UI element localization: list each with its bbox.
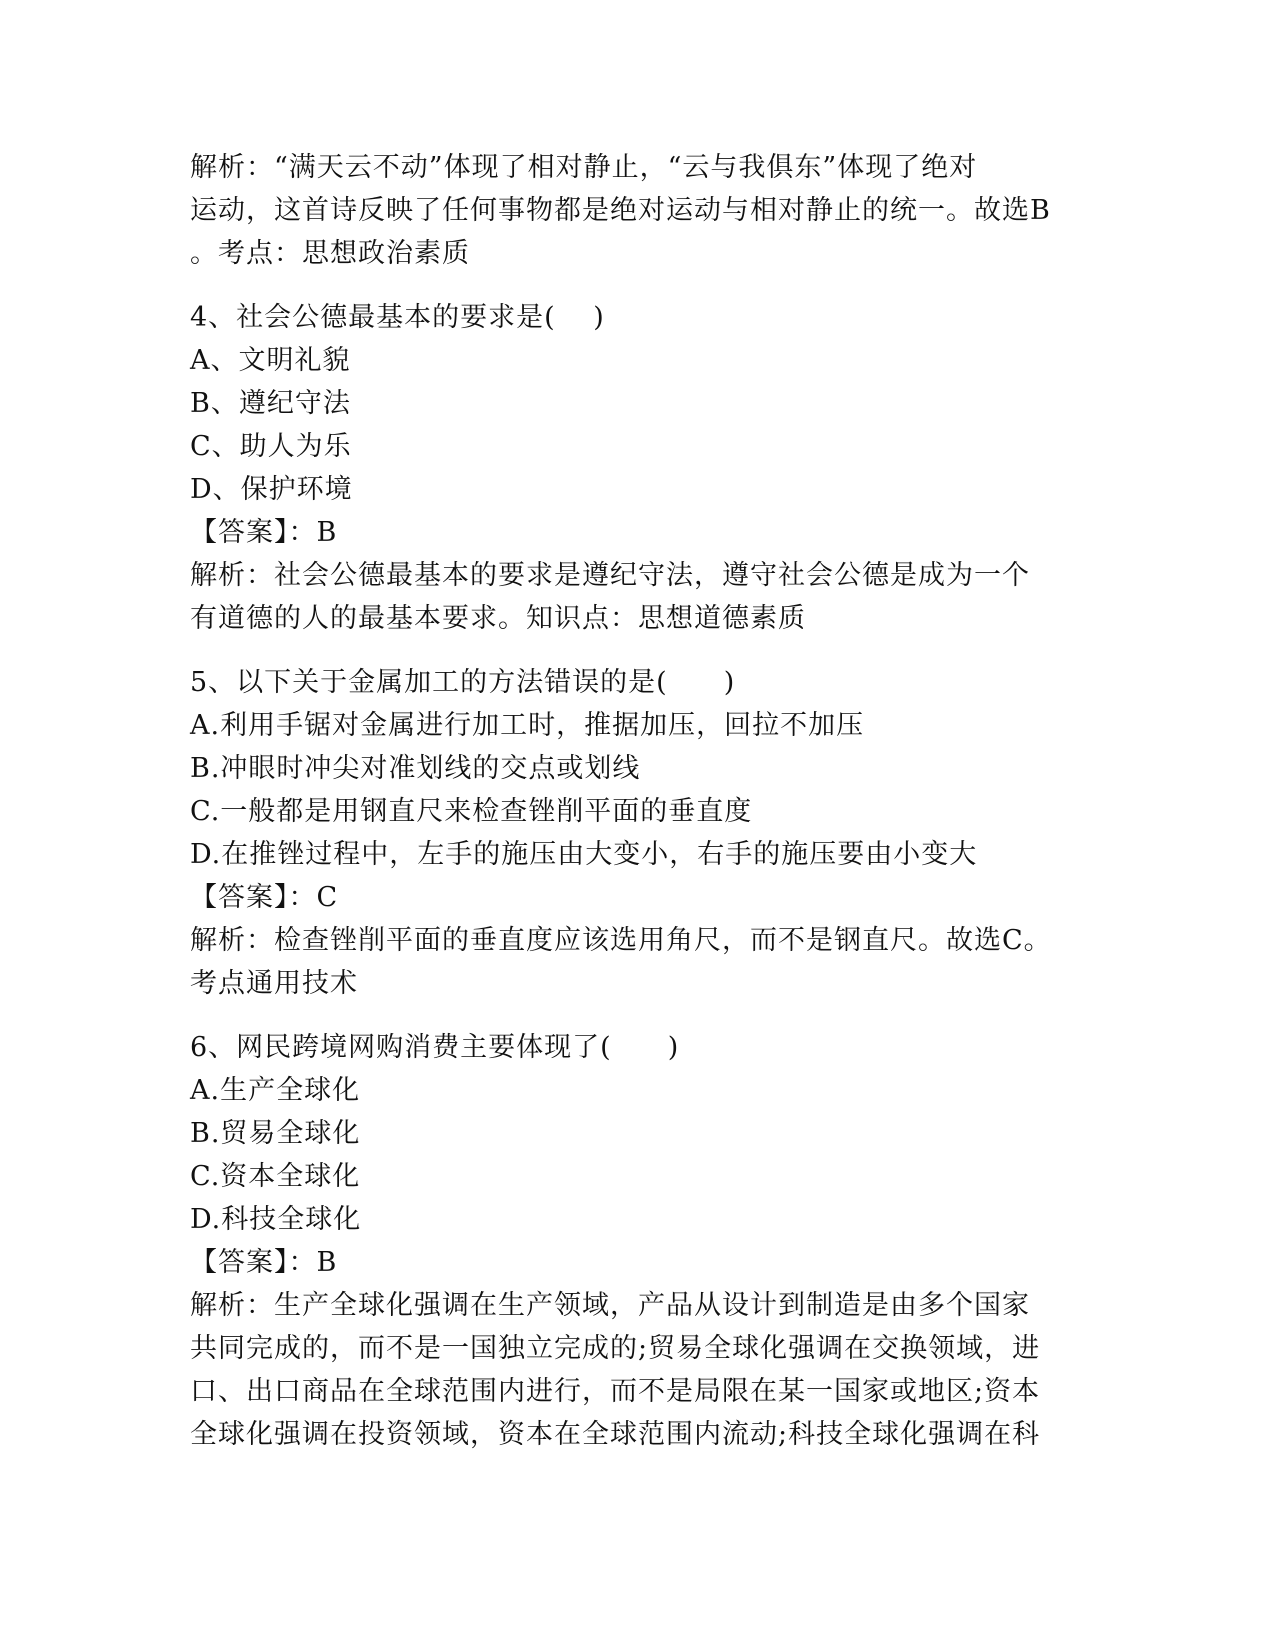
option-a: A.生产全球化 (190, 1075, 361, 1106)
option-d: D.在推锉过程中，左手的施压由大变小，右手的施压要由小变大 (190, 839, 978, 870)
analysis-line: 解析：检查锉削平面的垂直度应该选用角尺，而不是钢直尺。故选C。 (190, 925, 1052, 956)
analysis-line: 运动，这首诗反映了任何事物都是绝对运动与相对静止的统一。故选B (190, 195, 1051, 226)
question-stem: 4、社会公德最基本的要求是( ) (190, 302, 605, 333)
analysis-line: 解析：“满天云不动”体现了相对静止，“云与我俱东”体现了绝对 (190, 152, 978, 183)
analysis-line: 。考点：思想政治素质 (190, 238, 470, 269)
analysis-line: 解析：生产全球化强调在生产领域，产品从设计到制造是由多个国家 (190, 1290, 1030, 1321)
analysis-line: 解析：社会公德最基本的要求是遵纪守法，遵守社会公德是成为一个 (190, 560, 1030, 591)
question-6 (190, 1026, 1090, 1456)
analysis-line: 全球化强调在投资领域，资本在全球范围内流动;科技全球化强调在科 (190, 1419, 1041, 1450)
option-b: B.冲眼时冲尖对准划线的交点或划线 (190, 753, 641, 784)
analysis-line: 考点通用技术 (190, 968, 358, 999)
option-c: C.资本全球化 (190, 1161, 361, 1192)
option-c: C、助人为乐 (190, 431, 352, 462)
analysis-line: 共同完成的，而不是一国独立完成的;贸易全球化强调在交换领域，进 (190, 1333, 1041, 1364)
option-a: A、文明礼貌 (190, 345, 351, 376)
option-d: D.科技全球化 (190, 1204, 362, 1235)
option-c: C.一般都是用钢直尺来检查锉削平面的垂直度 (190, 796, 753, 827)
document-page (190, 146, 1090, 1456)
option-b: B.贸易全球化 (190, 1118, 361, 1149)
analysis-line: 有道德的人的最基本要求。知识点：思想道德素质 (190, 603, 806, 634)
question-4 (190, 296, 1090, 640)
question-stem: 6、网民跨境网购消费主要体现了( ) (190, 1032, 680, 1063)
question-stem: 5、以下关于金属加工的方法错误的是( ) (190, 667, 736, 698)
question-5 (190, 661, 1090, 1005)
option-a: A.利用手锯对金属进行加工时，推据加压，回拉不加压 (190, 710, 865, 741)
option-b: B、遵纪守法 (190, 388, 351, 419)
previous-analysis (190, 146, 1090, 275)
answer-line: 【答案】：B (190, 517, 338, 548)
answer-line: 【答案】：B (190, 1247, 338, 1278)
answer-line: 【答案】：C (190, 882, 339, 913)
option-d: D、保护环境 (190, 474, 353, 505)
analysis-line: 口、出口商品在全球范围内进行，而不是局限在某一国家或地区;资本 (190, 1376, 1041, 1407)
